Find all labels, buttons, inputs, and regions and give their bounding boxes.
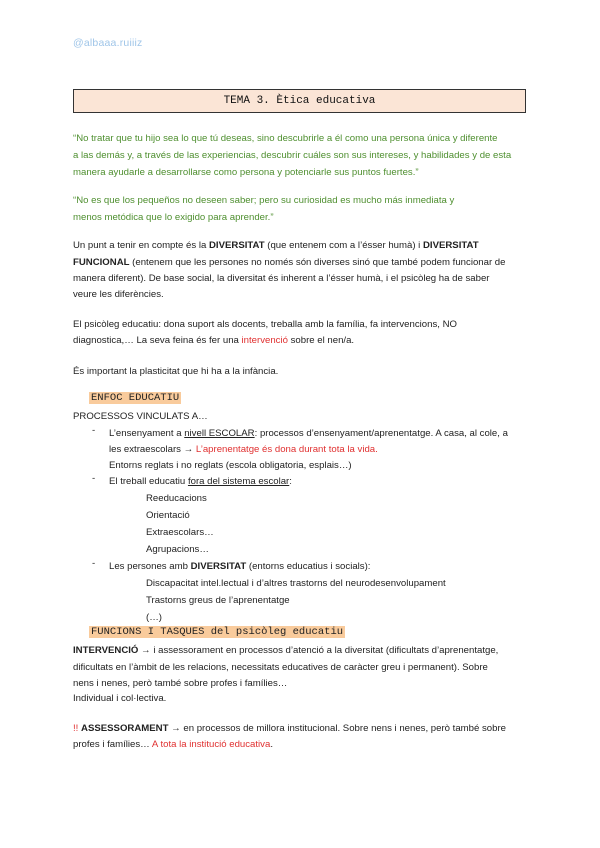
page-title: TEMA 3. Ètica educativa <box>73 89 526 113</box>
quote-1-line-2: a las demás y, a través de las experiencias, descubrir cuáles son sus intereses, y habilidades y de esta <box>73 150 512 161</box>
bullet-escolar-line-2: les extraescolars → L’aprenentatge és dona durant tota la vida. <box>109 444 378 455</box>
assessorament-line-1: !! ASSESSORAMENT → en processos de millora institucional. Sobre nens i nenes, però també sobre <box>73 723 506 734</box>
bullet-dash: - <box>92 425 96 436</box>
intervencio-line-2: dificultats en l’àmbit de les relacions, necessitats educatives de caràcter greu i permanent). Sobre <box>73 662 488 673</box>
processos-vinculats-label: PROCESSOS VINCULATS A… <box>73 411 208 422</box>
bullet-fora-sistema: El treball educatiu fora del sistema escolar: <box>109 476 292 487</box>
section-heading-funcions: FUNCIONS I TASQUES del psicòleg educatiu <box>91 626 344 638</box>
paragraph-diversitat-line-4: veure les diferències. <box>73 289 164 300</box>
author-handle: @albaaa.ruiiiz <box>73 37 143 49</box>
paragraph-psicoleg-line-2: diagnostica,… La seva feina és fer una intervenció sobre el nen/a. <box>73 335 355 346</box>
quote-1-line-1: “No tratar que tu hijo sea lo que tú deseas, sino descubrirle a él como una persona única y diferente <box>73 133 498 144</box>
assessorament-line-2: profes i famílies… A tota la institució educativa. <box>73 739 273 750</box>
sub-item: (…) <box>146 612 162 623</box>
sub-item: Extraescolars… <box>146 527 214 538</box>
section-heading-enfoc: ENFOC EDUCATIU <box>91 392 180 404</box>
intervencio-line-4: Individual i col·lectiva. <box>73 693 167 704</box>
bullet-escolar-line-1: L’ensenyament a nivell ESCOLAR: processos d’ensenyament/aprenentatge. A casa, al cole, a <box>109 428 508 439</box>
quote-2-line-2: menos metódica que lo exigido para aprender.” <box>73 212 274 223</box>
sub-item: Trastorns greus de l’aprenentatge <box>146 595 290 606</box>
quote-2-line-1: “No es que los pequeños no deseen saber; pero su curiosidad es mucho más inmediata y <box>73 195 455 206</box>
bullet-diversitat: Les persones amb DIVERSITAT (entorns educatius i socials): <box>109 561 371 572</box>
quote-1-line-3: manera ayudarle a desarrollarse como persona y potenciarle sus puntos fuertes.” <box>73 167 419 178</box>
sub-item: Orientació <box>146 510 190 521</box>
bullet-dash: - <box>92 473 96 484</box>
paragraph-psicoleg-line-1: El psicòleg educatiu: dona suport als docents, treballa amb la família, fa intervencions, NO <box>73 319 457 330</box>
sub-item: Agrupacions… <box>146 544 209 555</box>
sub-item: Discapacitat intel.lectual i d’altres trastorns del neurodesenvolupament <box>146 578 446 589</box>
paragraph-diversitat-line-2: FUNCIONAL (entenem que les persones no només són diverses sinó que també podem funcionar de <box>73 257 506 268</box>
sub-item: Reeducacions <box>146 493 207 504</box>
paragraph-diversitat-line-1: Un punt a tenir en compte és la DIVERSITAT (que entenem com a l’ésser humà) i DIVERSITAT <box>73 240 479 251</box>
paragraph-plasticitat: És important la plasticitat que hi ha a la infància. <box>73 366 279 377</box>
paragraph-diversitat-line-3: manera diferent). De base social, la diversitat és inherent a l’ésser humà, i el psicòleg ha de saber <box>73 273 490 284</box>
intervencio-line-3: nens i nenes, però també sobre profes i famílies… <box>73 678 288 689</box>
bullet-escolar-line-3: Entorns reglats i no reglats (escola obligatoria, esplais…) <box>109 460 352 471</box>
intervencio-line-1: INTERVENCIÓ → i assessorament en processos d’atenció a la diversitat (dificultats d’aprenentatge, <box>73 645 499 656</box>
bullet-dash: - <box>92 558 96 569</box>
